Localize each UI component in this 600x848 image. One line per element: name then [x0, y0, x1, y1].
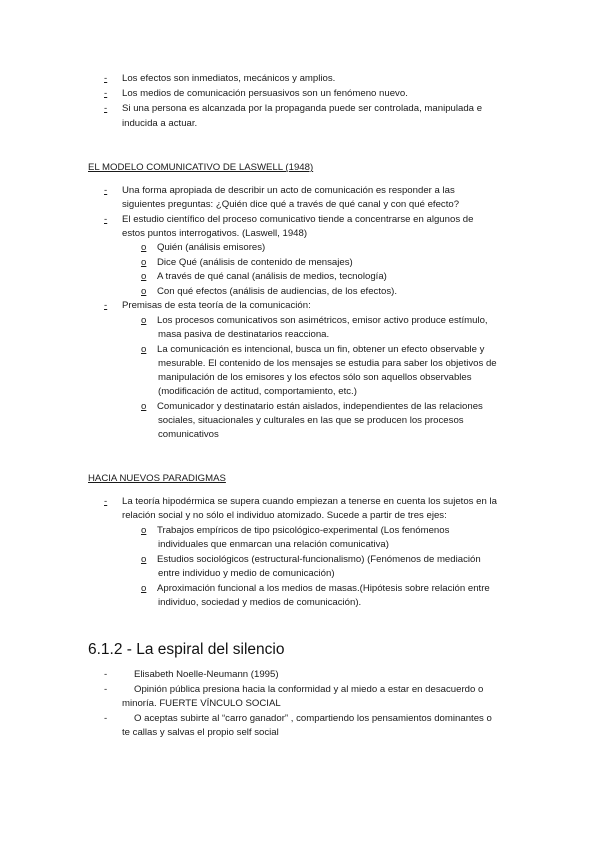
sub-list-item	[141, 314, 488, 328]
dash-marker: -	[104, 496, 108, 507]
sub-list-item	[141, 400, 483, 414]
bullet-o-marker: o	[141, 401, 147, 412]
bullet-o-marker: o	[141, 525, 147, 536]
sub-list-item-text: Con qué efectos (análisis de audiencias, de los efectos).	[157, 286, 397, 297]
sub-list-item-text: Dice Qué (análisis de contenido de mensajes)	[157, 257, 353, 268]
bullet-o-marker: o	[141, 554, 147, 565]
list-item	[104, 213, 473, 227]
sub-list-item-continuation: (modificación de actitud, comportamiento, etc.)	[158, 386, 357, 397]
bullet-o-marker: o	[141, 315, 147, 326]
dash-marker: -	[104, 300, 108, 311]
section-heading-paradigmas: HACIA NUEVOS PARADIGMAS	[88, 473, 226, 484]
list-item	[104, 87, 408, 101]
sub-list-item-continuation: individuo, sociedad y medios de comunicación).	[158, 597, 362, 608]
sub-list-item	[141, 241, 265, 255]
list-item-continuation: inducida a actuar.	[122, 118, 198, 129]
list-item	[104, 72, 335, 86]
section-heading-laswell: EL MODELO COMUNICATIVO DE LASWELL (1948)	[88, 162, 314, 173]
bullet-o-marker: o	[141, 344, 147, 355]
list-item-text: Premisas de esta teoría de la comunicación:	[122, 300, 311, 311]
list-item-text: El estudio científico del proceso comunicativo tiende a concentrarse en algunos de	[122, 214, 474, 225]
list-item-text: Elisabeth Noelle-Neumann (1995)	[134, 669, 279, 680]
sub-list-item-text: Trabajos empíricos de tipo psicológico-experimental (Los fenómenos	[157, 525, 450, 536]
list-item-continuation: te callas y salvas el propio self social	[122, 727, 279, 738]
sub-list-item-continuation: mesurable. El contenido de los mensajes se estudia para saber los objetivos de	[158, 358, 497, 369]
bullet-o-marker: o	[141, 286, 147, 297]
dash-marker: -	[104, 103, 108, 114]
dash-marker: -	[104, 684, 108, 695]
list-item-text: Los efectos son inmediatos, mecánicos y amplios.	[122, 73, 336, 84]
sub-list-item	[141, 256, 353, 270]
list-item	[104, 495, 497, 509]
list-item-text: Si una persona es alcanzada por la propaganda puede ser controlada, manipulada e	[122, 103, 483, 114]
list-item	[104, 184, 455, 198]
list-item-continuation: estos puntos interrogativos. (Laswell, 1948)	[122, 228, 308, 239]
sub-list-item	[141, 524, 449, 538]
sub-list-item-text: Estudios sociológicos (estructural-funcionalismo) (Fenómenos de mediación	[157, 554, 481, 565]
bullet-o-marker: o	[141, 583, 147, 594]
sub-list-item-continuation: entre individuo y medio de comunicación)	[158, 568, 335, 579]
bullet-o-marker: o	[141, 242, 147, 253]
sub-list-item-continuation: manipulación de los emisores y los efectos sólo son aquellos observables	[158, 372, 472, 383]
section-heading-espiral: 6.1.2 - La espiral del silencio	[88, 641, 285, 658]
sub-list-item	[141, 343, 484, 357]
list-item	[104, 299, 311, 313]
bullet-o-marker: o	[141, 257, 147, 268]
dash-marker: -	[104, 88, 108, 99]
sub-list-item-text: Comunicador y destinatario están aislados, independientes de las relaciones	[157, 401, 483, 412]
sub-list-item-text: La comunicación es intencional, busca un fin, obtener un efecto observable y	[157, 344, 485, 355]
list-item-continuation: minoría. FUERTE VÍNCULO SOCIAL	[122, 698, 281, 709]
list-item-continuation: relación social y no sólo el individuo atomizado. Sucede a partir de tres ejes:	[122, 510, 447, 521]
sub-list-item-continuation: comunicativos	[158, 429, 219, 440]
sub-list-item-text: A través de qué canal (análisis de medios, tecnología)	[157, 271, 387, 282]
dash-marker: -	[104, 713, 108, 724]
sub-list-item	[141, 270, 387, 284]
list-item	[104, 683, 483, 697]
sub-list-item-text: Los procesos comunicativos son asimétricos, emisor activo produce estímulo,	[157, 315, 488, 326]
bullet-o-marker: o	[141, 271, 147, 282]
list-item	[104, 668, 279, 682]
list-item	[104, 712, 492, 726]
sub-list-item	[141, 582, 490, 596]
dash-marker: -	[104, 669, 108, 680]
list-item-text: Opinión pública presiona hacia la conformidad y al miedo a estar en desacuerdo o	[134, 684, 484, 695]
sub-list-item-continuation: individuales que enmarcan una relación comunicativa)	[158, 539, 389, 550]
sub-list-item	[141, 553, 481, 567]
dash-marker: -	[104, 214, 108, 225]
sub-list-item	[141, 285, 397, 299]
dash-marker: -	[104, 73, 108, 84]
list-item-continuation: siguientes preguntas: ¿Quién dice qué a través de qué canal y con qué efecto?	[122, 199, 460, 210]
sub-list-item-text: Aproximación funcional a los medios de masas.(Hipótesis sobre relación entre	[157, 583, 490, 594]
list-item	[104, 102, 482, 116]
list-item-text: La teoría hipodérmica se supera cuando empiezan a tenerse en cuenta los sujetos en la	[122, 496, 497, 507]
sub-list-item-continuation: sociales, situacionales y culturales en las que se producen los procesos	[158, 415, 464, 426]
list-item-text: O aceptas subirte al “carro ganador” , compartiendo los pensamientos dominantes o	[134, 713, 492, 724]
sub-list-item-continuation: masa pasiva de destinatarios reacciona.	[158, 329, 330, 340]
sub-list-item-text: Quién (análisis emisores)	[157, 242, 266, 253]
list-item-text: Una forma apropiada de describir un acto de comunicación es responder a las	[122, 185, 455, 196]
list-item-text: Los medios de comunicación persuasivos son un fenómeno nuevo.	[122, 88, 408, 99]
dash-marker: -	[104, 185, 108, 196]
